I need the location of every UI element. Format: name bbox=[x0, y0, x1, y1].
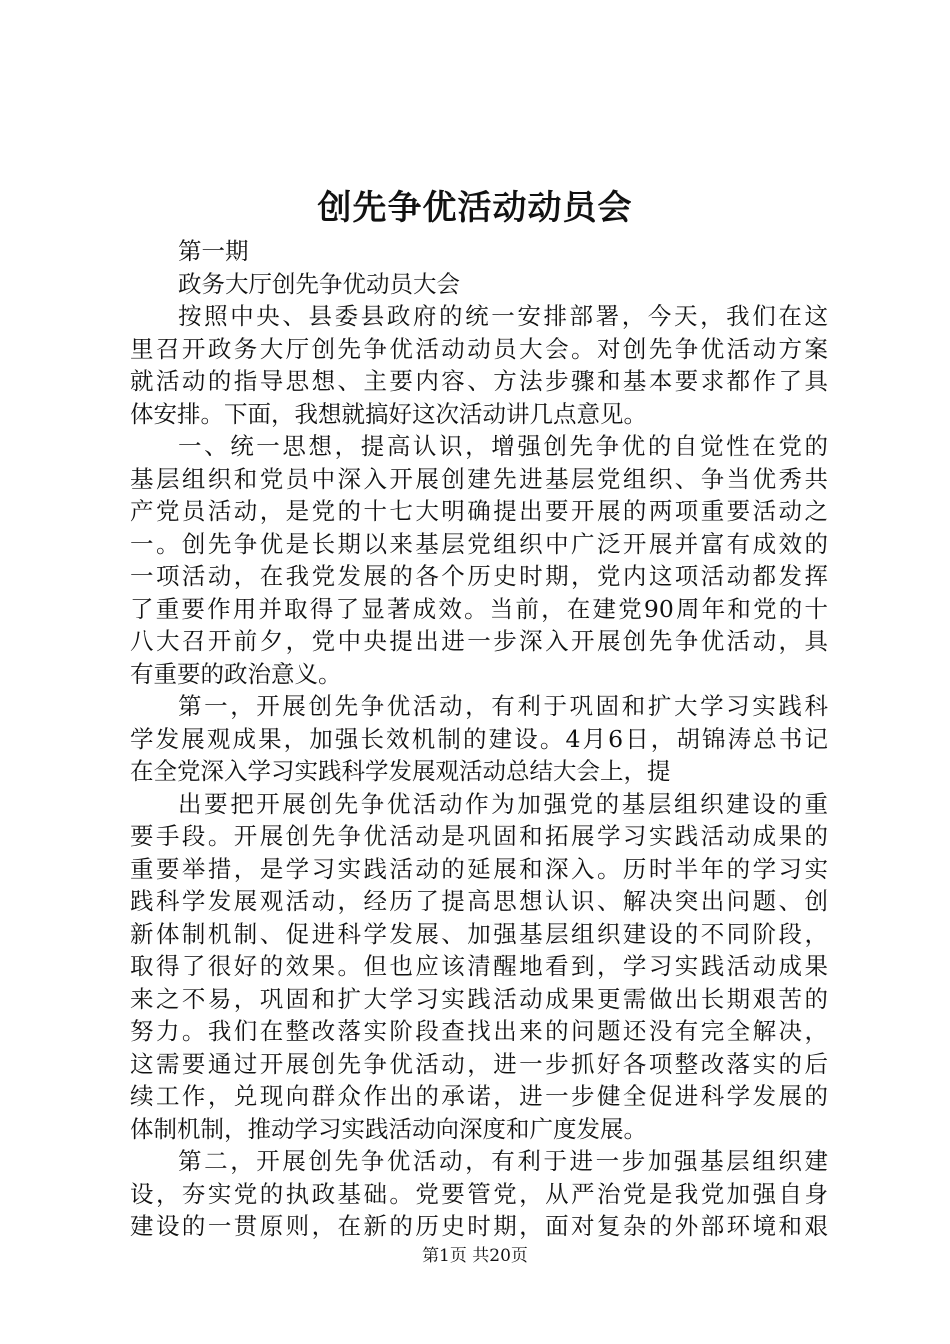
text-line: 第二，开展创先争优活动，有利于进一步加强基层组织建 bbox=[178, 1147, 828, 1175]
text-line: 一项活动，在我党发展的各个历史时期，党内这项活动都发挥 bbox=[130, 562, 828, 590]
text-line: 里召开政务大厅创先争优活动动员大会。对创先争优活动方案 bbox=[130, 334, 828, 363]
text-line: 体制机制，推动学习实践活动向深度和广度发展。 bbox=[130, 1114, 647, 1143]
text-line: 就活动的指导思想、主要内容、方法步骤和基本要求都作了具 bbox=[130, 367, 828, 395]
text-line: 出要把开展创先争优活动作为加强党的基层组织建设的重 bbox=[178, 789, 828, 818]
text-line: 政务大厅创先争优动员大会 bbox=[178, 269, 460, 298]
text-line: 基层组织和党员中深入开展创建先进基层党组织、争当优秀共 bbox=[130, 464, 828, 493]
text-line: 努力。我们在整改落实阶段查找出来的问题还没有完全解决， bbox=[130, 1017, 828, 1045]
text-line: 新体制机制、促进科学发展、加强基层组织建设的不同阶段， bbox=[130, 919, 828, 948]
text-line: 设，夯实党的执政基础。党要管党，从严治党是我党加强自身 bbox=[130, 1179, 828, 1208]
text-line: 重要举措，是学习实践活动的延展和深入。历时半年的学习实 bbox=[130, 854, 828, 883]
text-line: 有重要的政治意义。 bbox=[130, 659, 342, 688]
document-title: 创先争优活动动员会 bbox=[317, 188, 633, 228]
text-line: 体安排。下面，我想就搞好这次活动讲几点意见。 bbox=[130, 399, 647, 428]
text-line: 践科学发展观活动，经历了提高思想认识、解决突出问题、创 bbox=[130, 887, 828, 915]
text-line: 一。创先争优是长期以来基层党组织中广泛开展并富有成效的 bbox=[130, 529, 828, 558]
text-line: 取得了很好的效果。但也应该清醒地看到，学习实践活动成果 bbox=[130, 952, 828, 980]
text-line: 八大召开前夕，党中央提出进一步深入开展创先争优活动，具 bbox=[130, 627, 828, 655]
text-line: 来之不易，巩固和扩大学习实践活动成果更需做出长期艰苦的 bbox=[130, 984, 828, 1013]
page-footer: 第1页 共20页 bbox=[422, 1246, 528, 1266]
text-line: 在全党深入学习实践科学发展观活动总结大会上，提 bbox=[130, 757, 671, 785]
text-line: 产党员活动，是党的十七大明确提出要开展的两项重要活动之 bbox=[130, 497, 828, 525]
text-line: 学发展观成果，加强长效机制的建设。4月6日，胡锦涛总书记 bbox=[130, 724, 828, 753]
text-line: 第一期 bbox=[178, 237, 249, 265]
text-line: 了重要作用并取得了显著成效。当前，在建党90周年和党的十 bbox=[130, 594, 828, 623]
text-line: 第一，开展创先争优活动，有利于巩固和扩大学习实践科 bbox=[178, 692, 828, 720]
text-line: 要手段。开展创先争优活动是巩固和拓展学习实践活动成果的 bbox=[130, 822, 828, 850]
document-body bbox=[130, 235, 828, 1243]
text-line: 一、统一思想，提高认识，增强创先争优的自觉性在党的 bbox=[178, 432, 828, 460]
text-line: 续工作，兑现向群众作出的承诺，进一步健全促进科学发展的 bbox=[130, 1082, 828, 1110]
text-line: 按照中央、县委县政府的统一安排部署，今天，我们在这 bbox=[178, 302, 828, 330]
text-line: 建设的一贯原则，在新的历史时期，面对复杂的外部环境和艰 bbox=[130, 1212, 828, 1240]
text-line: 这需要通过开展创先争优活动，进一步抓好各项整改落实的后 bbox=[130, 1049, 828, 1078]
